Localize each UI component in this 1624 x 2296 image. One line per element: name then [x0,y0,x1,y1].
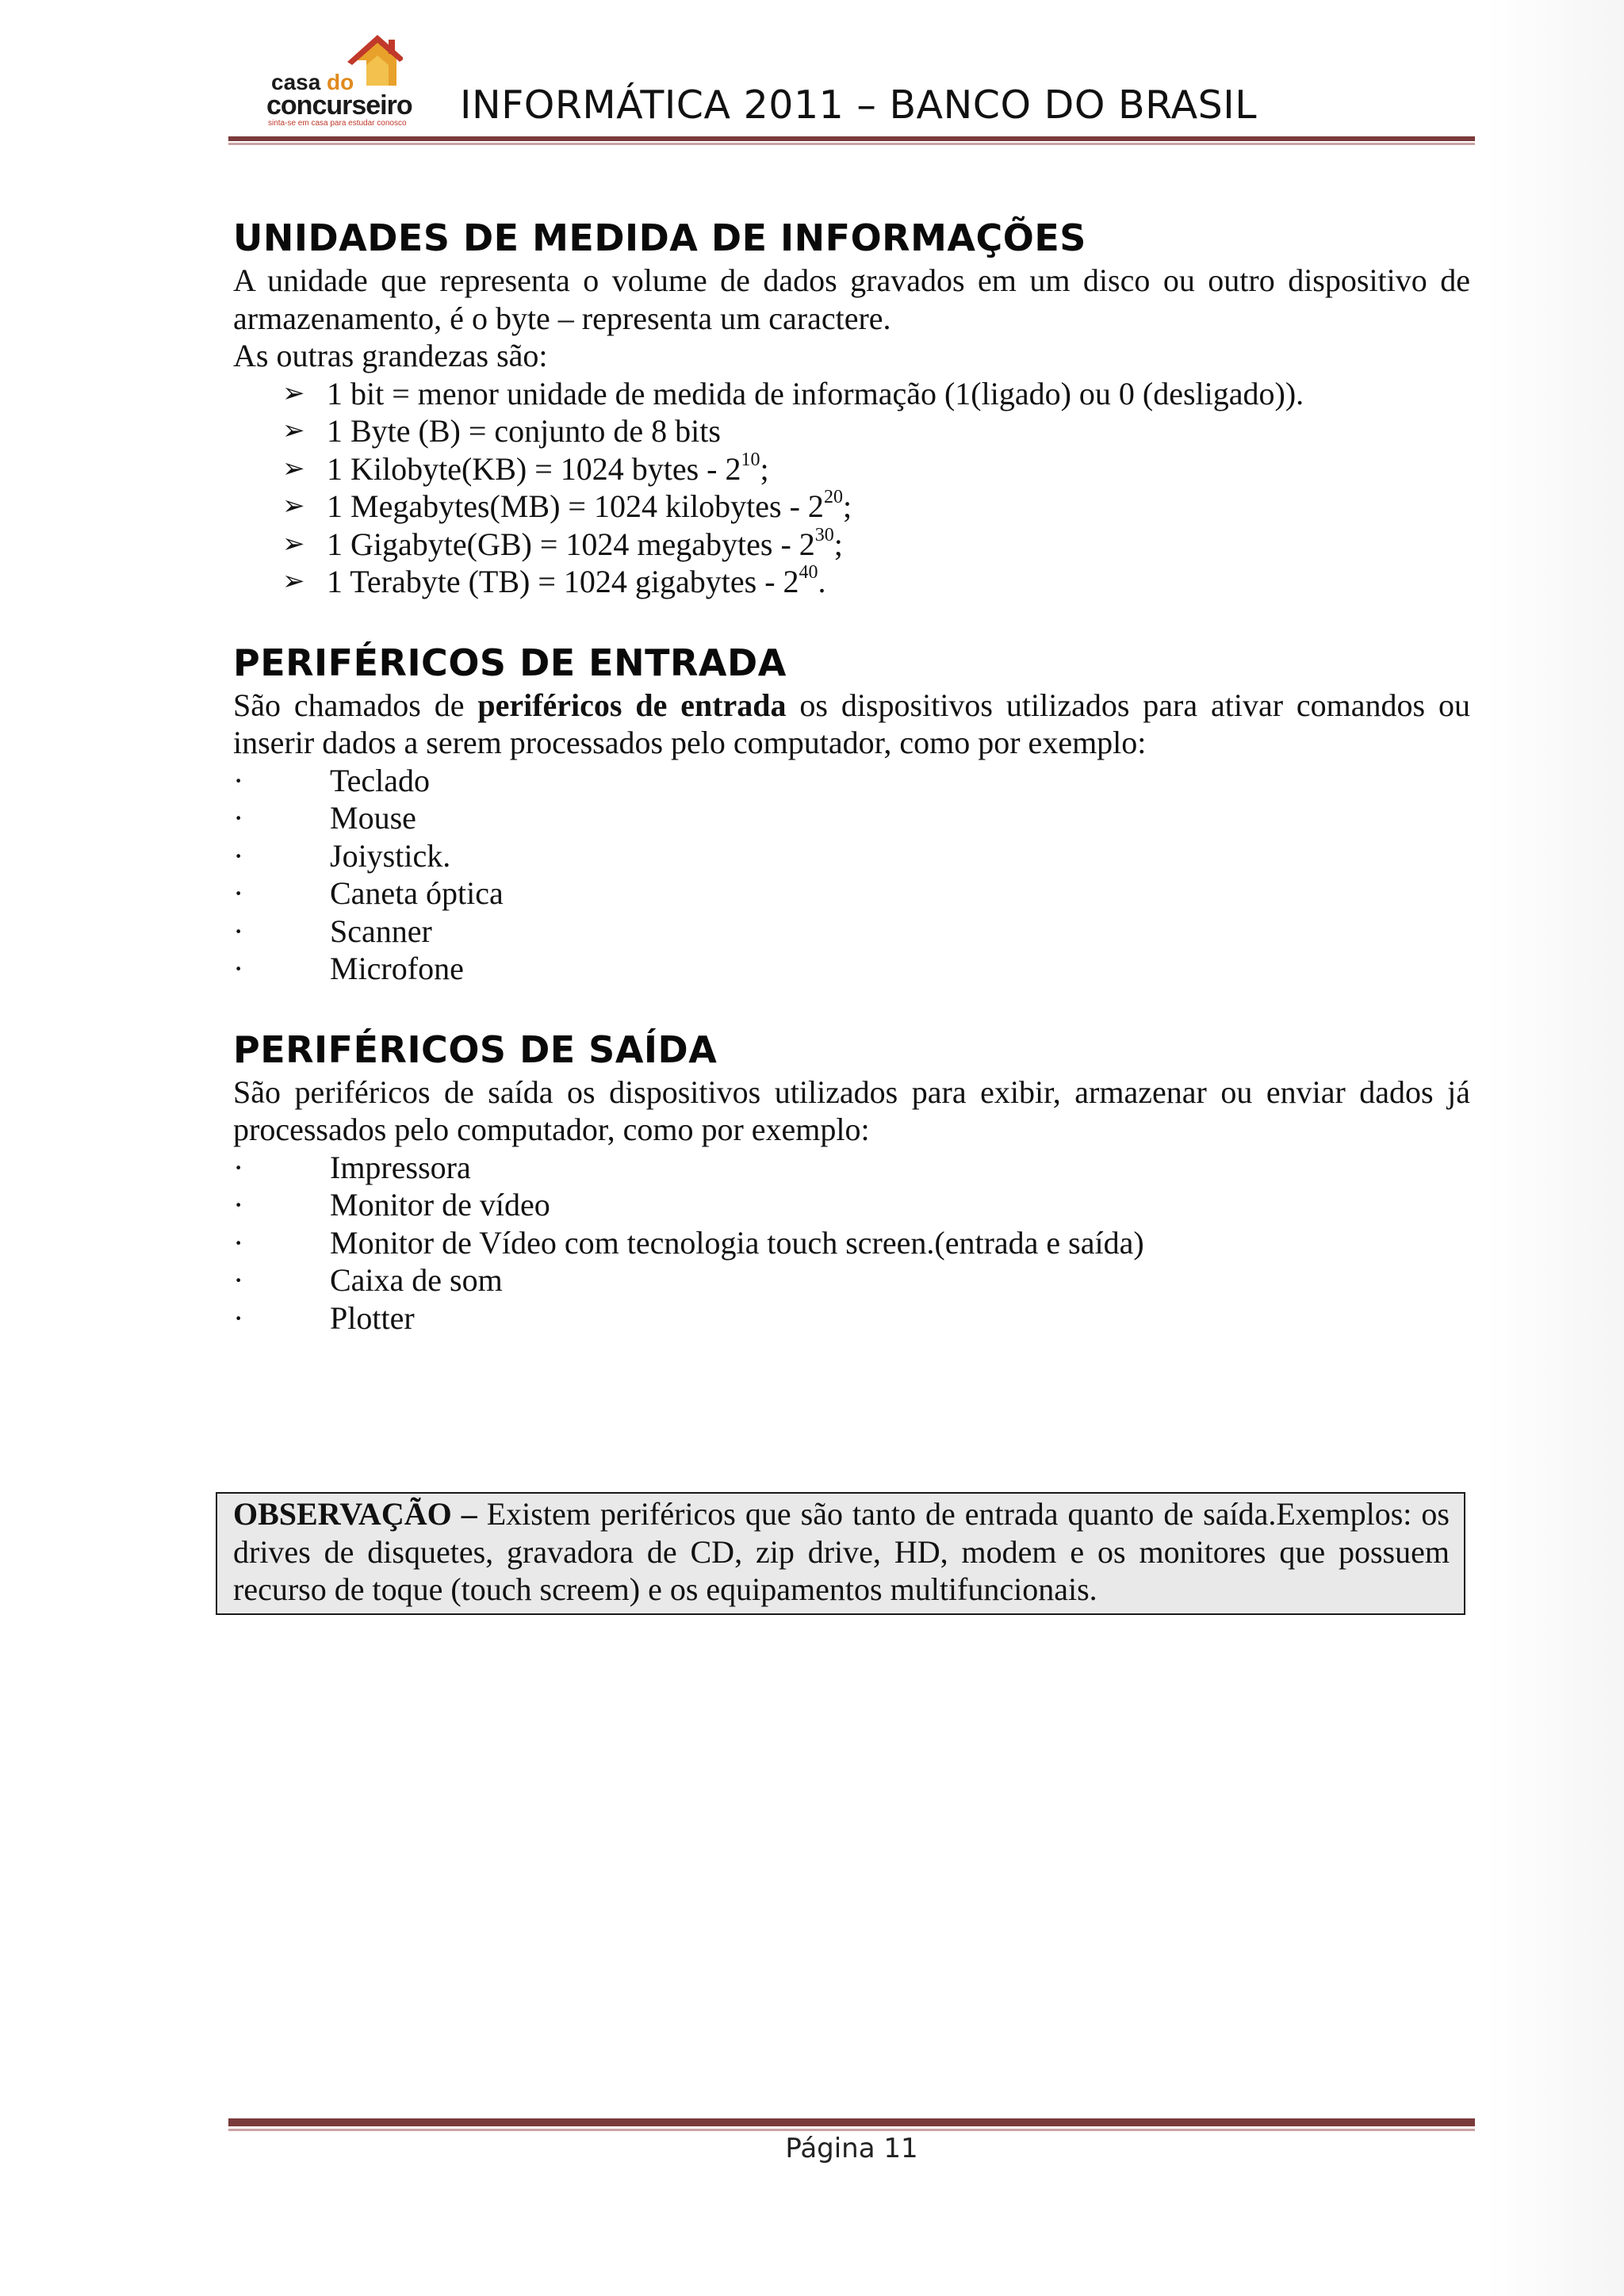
exponent: 30 [814,524,834,545]
output-device-list [233,1149,1470,1337]
list-item-punct: . [818,564,826,599]
observation-label: OBSERVAÇÃO – [233,1496,477,1532]
section-paragraph: A unidade que representa o volume de dados gravados em um disco ou outro dispositivo de armazenamento, é o byte – representa um caractere. [233,262,1470,336]
list-item [233,563,1470,601]
observation-box [216,1492,1465,1615]
input-device-list [233,762,1470,988]
list-item [233,488,1470,526]
list-item [233,1224,1470,1262]
logo-tagline: sinta-se em casa para estudar conosco [268,119,407,128]
list-item [233,913,1470,951]
list-item-text: Scanner [330,913,432,949]
list-item-text: Caneta óptica [330,875,504,911]
casa-do-concurseiro-logo [266,32,412,128]
list-item [233,1299,1470,1337]
list-item-text: Monitor de vídeo [330,1187,550,1223]
bullet-dot-icon: · [233,875,244,911]
paragraph-text: os dispositivos utilizados para ativar comandos ou inserir dados a serem processados pelo computador, como por exemplo: [233,687,1470,760]
section-paragraph [233,687,1470,762]
list-item-text: Caixa de som [330,1262,503,1298]
list-item [233,874,1470,913]
header-title: INFORMÁTICA 2011 – BANCO DO BRASIL [460,82,1258,128]
section-heading: PERIFÉRICOS DE ENTRADA [233,641,787,684]
bullet-dot-icon: · [233,800,244,836]
section-perifericos-saida [233,1026,1470,1337]
bullet-dot-icon: · [233,1262,244,1298]
arrow-bullet-icon: ➢ [282,415,305,446]
house-logo-icon [346,33,403,89]
arrow-bullet-icon: ➢ [282,527,305,560]
logo-concurseiro-text: concurseiro [266,90,412,121]
list-item-text: Microfone [330,951,464,986]
section-paragraph: São periféricos de saída os dispositivos utilizados para exibir, armazenar ou enviar dados já processados pelo computador, como por exemplo: [233,1073,1470,1147]
section-heading: PERIFÉRICOS DE SAÍDA [233,1027,718,1071]
paragraph-text: São chamados de [233,687,478,723]
list-item [233,375,1470,413]
exponent: 10 [741,449,760,470]
list-item [233,450,1470,488]
list-item-text: 1 Kilobyte(KB) = 1024 bytes - 2 [327,450,741,487]
paragraph-bold-term: periféricos de entrada [477,687,787,723]
arrow-bullet-icon: ➢ [282,452,305,484]
list-item-punct: ; [842,488,852,524]
arrow-bullet-icon: ➢ [282,490,305,522]
bullet-dot-icon: · [233,1149,244,1185]
page-edge-shadow [1484,0,1624,2296]
bullet-dot-icon: · [233,1224,244,1261]
footer-rule [228,2118,1475,2126]
page-number: Página 11 [785,2133,918,2164]
bullet-dot-icon: · [233,837,244,874]
list-item [233,799,1470,837]
arrow-bullet-icon: ➢ [282,377,305,409]
list-item-punct: ; [833,526,843,562]
header-rule-thin [228,143,1475,145]
list-item [233,1186,1470,1224]
section-intro: As outras grandezas são: [233,338,548,373]
list-item-text: Monitor de Vídeo com tecnologia touch screen.(entrada e saída) [330,1224,1144,1261]
logo-do-text: do [327,70,354,94]
list-item-text: 1 bit = menor unidade de medida de informação (1(ligado) ou 0 (desligado)). [327,375,1304,411]
list-item-text: 1 Gigabyte(GB) = 1024 megabytes - 2 [327,526,815,562]
main-content [233,214,1470,1615]
arrow-bullet-icon: ➢ [282,565,305,597]
list-item-text: Teclado [330,762,431,798]
list-item [233,1149,1470,1187]
list-item [233,762,1470,800]
footer-rule-thin [228,2129,1475,2131]
observation-text [233,1495,1450,1609]
observation-body: Existem periféricos que são tanto de entrada quanto de saída.Exemplos: os drives de disquetes, gravadora de CD, zip drive, HD, modem e os monitores que possuem recurso de toque (touch screem) e os equipamentos multifuncionais. [233,1496,1450,1607]
exponent: 40 [799,562,818,583]
unit-list [233,375,1470,601]
header-rule [228,136,1475,141]
bullet-dot-icon: · [233,913,244,949]
list-item [233,1261,1470,1299]
list-item [233,837,1470,875]
bullet-dot-icon: · [233,1299,244,1336]
bullet-dot-icon: · [233,762,244,798]
list-item-text: 1 Megabytes(MB) = 1024 kilobytes - 2 [327,488,824,524]
list-item-text: Impressora [330,1149,471,1185]
list-item-text: Joiystick. [330,837,451,874]
list-item [233,526,1470,564]
exponent: 20 [823,487,843,507]
list-item-text: 1 Terabyte (TB) = 1024 gigabytes - 2 [327,564,799,599]
list-item [233,950,1470,988]
logo-casa-text: casa [271,70,321,94]
list-item-text: Mouse [330,800,416,836]
list-item-text: 1 Byte (B) = conjunto de 8 bits [327,413,721,449]
bullet-dot-icon: · [233,1187,244,1223]
section-heading: UNIDADES DE MEDIDA DE INFORMAÇÕES [233,216,1086,259]
list-item-text: Plotter [330,1299,415,1336]
section-unidades-de-medida [233,214,1470,601]
list-item [233,412,1470,450]
section-perifericos-entrada [233,639,1470,988]
list-item-punct: ; [760,450,769,487]
bullet-dot-icon: · [233,951,244,986]
